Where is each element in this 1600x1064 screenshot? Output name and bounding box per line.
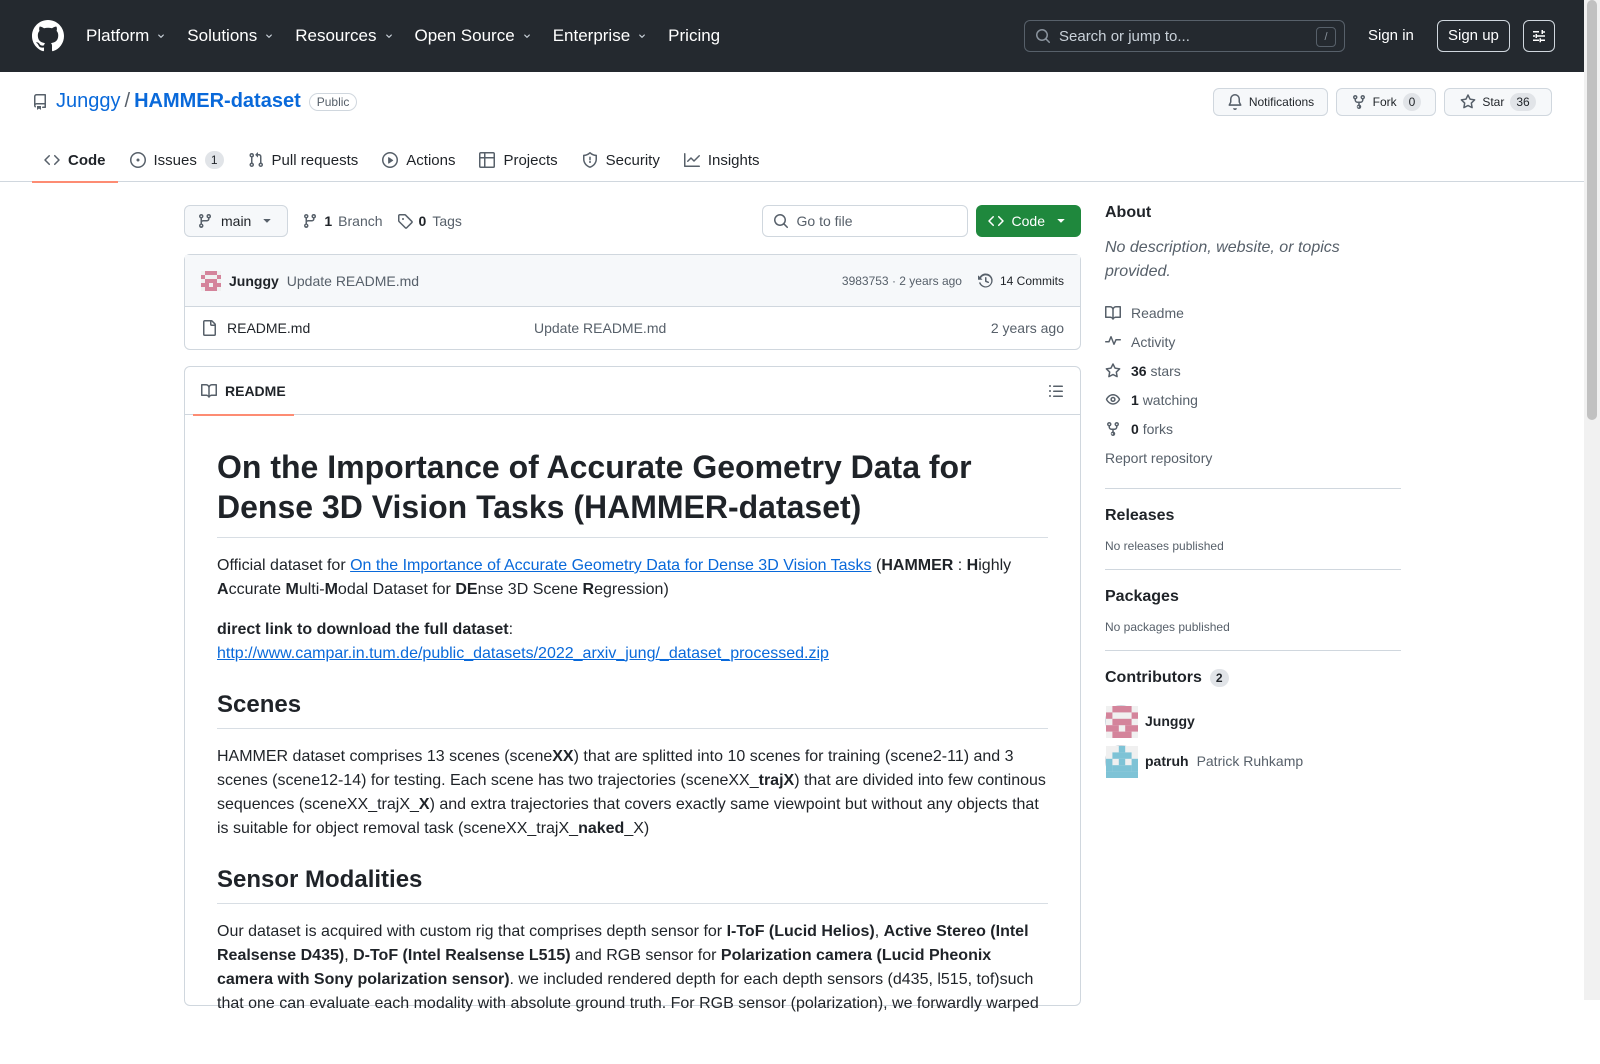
- branch-select-button[interactable]: [184, 205, 288, 237]
- scrollbar-thumb[interactable]: [1587, 0, 1597, 420]
- search-placeholder: Search or jump to...: [1059, 27, 1190, 45]
- download-link[interactable]: http://www.campar.in.tum.de/public_datasets/2022_arxiv_jung/_dataset_processed.zip: [217, 645, 829, 662]
- file-listing: [184, 254, 1081, 350]
- identicon-icon: [1106, 706, 1138, 738]
- packages-heading[interactable]: Packages: [1105, 588, 1179, 605]
- triangle-down-icon: [259, 213, 275, 229]
- packages-empty: No packages published: [1105, 620, 1230, 634]
- nav-platform[interactable]: Platform: [86, 26, 167, 46]
- identicon-icon: [201, 271, 221, 291]
- sign-in-link[interactable]: Sign in: [1368, 27, 1414, 44]
- table-of-contents-button[interactable]: [1048, 383, 1064, 399]
- file-age: 2 years ago: [990, 320, 1064, 336]
- avatar[interactable]: [1105, 745, 1137, 777]
- latest-commit: [185, 255, 1080, 307]
- about-description: No description, website, or topics provided.: [1105, 239, 1340, 280]
- tag-icon: [397, 213, 413, 229]
- divider: [1105, 569, 1401, 570]
- contributor-login[interactable]: patruh: [1145, 753, 1189, 769]
- list-item[interactable]: [1105, 741, 1401, 781]
- list-item[interactable]: [1105, 701, 1401, 741]
- readme-tab[interactable]: README: [201, 367, 286, 415]
- chevron-down-icon: [383, 30, 395, 42]
- identicon-icon: [1106, 746, 1138, 778]
- tab-actions[interactable]: Actions: [370, 138, 467, 182]
- list-icon: [1048, 383, 1064, 399]
- file-toolbar: [184, 204, 1081, 238]
- contributor-name: Patrick Ruhkamp: [1196, 753, 1304, 769]
- sliders-icon: [1531, 28, 1547, 44]
- readme-link[interactable]: Readme: [1105, 298, 1401, 327]
- repo-title: [32, 90, 357, 113]
- repo-name-link[interactable]: HAMMER-dataset: [134, 90, 301, 112]
- tab-security[interactable]: Security: [570, 138, 672, 182]
- tab-code[interactable]: Code: [32, 138, 118, 182]
- nav-pricing[interactable]: Pricing: [668, 26, 721, 45]
- contributors-heading[interactable]: Contributors 2: [1105, 669, 1401, 687]
- github-logo-icon[interactable]: [32, 20, 64, 52]
- issues-count: 1: [205, 151, 224, 169]
- repo-owner-link[interactable]: Junggy: [56, 90, 121, 112]
- scenes-heading: Scenes: [217, 690, 1048, 729]
- file-icon: [201, 320, 217, 336]
- book-icon: [1105, 305, 1121, 321]
- branch-icon: [302, 213, 318, 229]
- code-icon: [44, 152, 60, 168]
- contributor-login[interactable]: Junggy: [1145, 713, 1195, 729]
- repo-header: [0, 72, 1584, 182]
- graph-icon: [684, 152, 700, 168]
- tab-insights[interactable]: Insights: [672, 138, 772, 182]
- tab-projects[interactable]: Projects: [467, 138, 569, 182]
- global-nav: [86, 26, 740, 46]
- book-icon: [201, 383, 217, 399]
- chevron-down-icon: [263, 30, 275, 42]
- activity-link[interactable]: Activity: [1105, 327, 1401, 356]
- fork-button[interactable]: Fork 0: [1336, 88, 1436, 116]
- nav-solutions[interactable]: Solutions: [187, 26, 275, 46]
- tab-pull-requests[interactable]: Pull requests: [236, 138, 371, 182]
- nav-open-source[interactable]: Open Source: [415, 26, 533, 46]
- shield-icon: [582, 152, 598, 168]
- global-search-input[interactable]: [1024, 20, 1345, 52]
- search-icon: [1035, 28, 1051, 44]
- visibility-badge: Public: [309, 93, 358, 111]
- divider: [1105, 488, 1401, 489]
- triangle-down-icon: [1053, 213, 1069, 229]
- paper-link[interactable]: On the Importance of Accurate Geometry Data for Dense 3D Vision Tasks: [350, 557, 872, 574]
- branch-icon: [197, 213, 213, 229]
- code-icon: [988, 213, 1004, 229]
- file-commit-message[interactable]: Update README.md: [534, 320, 667, 336]
- notifications-button[interactable]: Notifications: [1213, 88, 1328, 116]
- commit-meta[interactable]: 3983753 · 2 years ago: [841, 273, 962, 288]
- readme-title: On the Importance of Accurate Geometry Data for Dense 3D Vision Tasks (HAMMER-dataset): [217, 447, 1048, 538]
- play-icon: [382, 152, 398, 168]
- tags-link[interactable]: 0 Tags: [397, 213, 462, 229]
- file-name[interactable]: README.md: [201, 320, 534, 336]
- commit-message[interactable]: Update README.md: [286, 272, 420, 289]
- nav-resources[interactable]: Resources: [295, 26, 394, 46]
- releases-heading[interactable]: Releases: [1105, 507, 1175, 524]
- global-header: [0, 0, 1584, 72]
- readme-panel: [184, 366, 1081, 1012]
- settings-menu-button[interactable]: [1523, 20, 1555, 52]
- bell-icon: [1227, 94, 1243, 110]
- report-repository-link[interactable]: Report repository: [1105, 449, 1213, 466]
- forks-link[interactable]: 0 forks: [1105, 414, 1401, 443]
- readme-download: direct link to download the full dataset: http://www.campar.in.tum.de/public_datasets/2022_arxiv_jung/_dataset_processed.zip: [217, 621, 829, 662]
- fork-icon: [1105, 421, 1121, 437]
- sign-up-button[interactable]: Sign up: [1437, 20, 1510, 52]
- fork-icon: [1351, 94, 1367, 110]
- readme-intro: Official dataset for On the Importance of Accurate Geometry Data for Dense 3D Vision Tasks (HAMMER : Highly Accurate Multi-Modal Dataset for DEnse 3D Scene Regression): [217, 557, 1012, 598]
- repo-icon: [32, 94, 48, 110]
- star-button[interactable]: Star 36: [1444, 88, 1552, 116]
- fork-count: 0: [1403, 93, 1422, 111]
- tab-issues[interactable]: Issues 1: [118, 138, 236, 182]
- branches-link[interactable]: 1 Branch: [302, 213, 382, 229]
- issue-icon: [130, 152, 146, 168]
- readme-header: [185, 367, 1080, 415]
- about-heading: About: [1105, 204, 1152, 221]
- commits-link[interactable]: 14 Commits: [978, 273, 1064, 289]
- chevron-down-icon: [155, 30, 167, 42]
- sensor-heading: Sensor Modalities: [217, 865, 1048, 904]
- repo-tabs: [32, 138, 772, 182]
- nav-enterprise[interactable]: Enterprise: [553, 26, 648, 46]
- readme-body: [185, 415, 1080, 1064]
- star-icon: [1105, 363, 1121, 379]
- search-shortcut-key: /: [1316, 27, 1336, 47]
- commit-author[interactable]: Junggy: [229, 272, 279, 289]
- pull-request-icon: [248, 152, 264, 168]
- scenes-paragraph: HAMMER dataset comprises 13 scenes (sceneXX) that are splitted into 10 scenes for training (scene2-11) and 3 scenes (scene12-14) for testing. Each scene has two trajectories (sceneXX_trajX) that are divided into few continous sequences (sceneXX_trajX_X) and extra trajectories that covers exactly same viewpoint but without any objects that is suitable for object removal task (sceneXX_trajX_naked_X): [217, 748, 1046, 837]
- branch-name: main: [221, 213, 252, 229]
- star-count: 36: [1510, 93, 1535, 111]
- star-icon: [1460, 94, 1476, 110]
- sensor-paragraph: Our dataset is acquired with custom rig that comprises depth sensor for I-ToF (Lucid Helios), Active Stereo (Intel Realsense D435), D-ToF (Intel Realsense L515) and RGB sensor for Polarization camera (Lucid Pheonix camera with Sony polarization sensor). we included rendered depth for each depth sensors (d435, l515, tof)such that one can evaluate each modality with absolute ground truth. For RGB sensor (polarization), we forwardly warped: [217, 923, 1039, 1012]
- page-scrollbar[interactable]: [1584, 0, 1600, 1000]
- table-icon: [479, 152, 495, 168]
- main-content: [184, 204, 1081, 1012]
- history-icon: [978, 273, 994, 289]
- avatar[interactable]: [1105, 705, 1137, 737]
- about-list: [1105, 298, 1401, 472]
- chevron-down-icon: [636, 30, 648, 42]
- contributors-count: 2: [1210, 669, 1229, 687]
- repo-actions: [1213, 88, 1552, 116]
- pulse-icon: [1105, 334, 1121, 350]
- stars-link[interactable]: 36 stars: [1105, 356, 1401, 385]
- divider: [1105, 650, 1401, 651]
- search-icon: [773, 213, 789, 229]
- code-dropdown-button[interactable]: Code: [976, 205, 1081, 237]
- repo-sidebar: [1105, 204, 1401, 781]
- table-row[interactable]: [185, 307, 1080, 349]
- go-to-file-input[interactable]: Go to file: [762, 205, 968, 237]
- releases-empty: No releases published: [1105, 539, 1224, 553]
- watching-link[interactable]: 1 watching: [1105, 385, 1401, 414]
- chevron-down-icon: [521, 30, 533, 42]
- eye-icon: [1105, 392, 1121, 408]
- repo-separator: /: [124, 90, 131, 112]
- avatar[interactable]: [201, 271, 221, 291]
